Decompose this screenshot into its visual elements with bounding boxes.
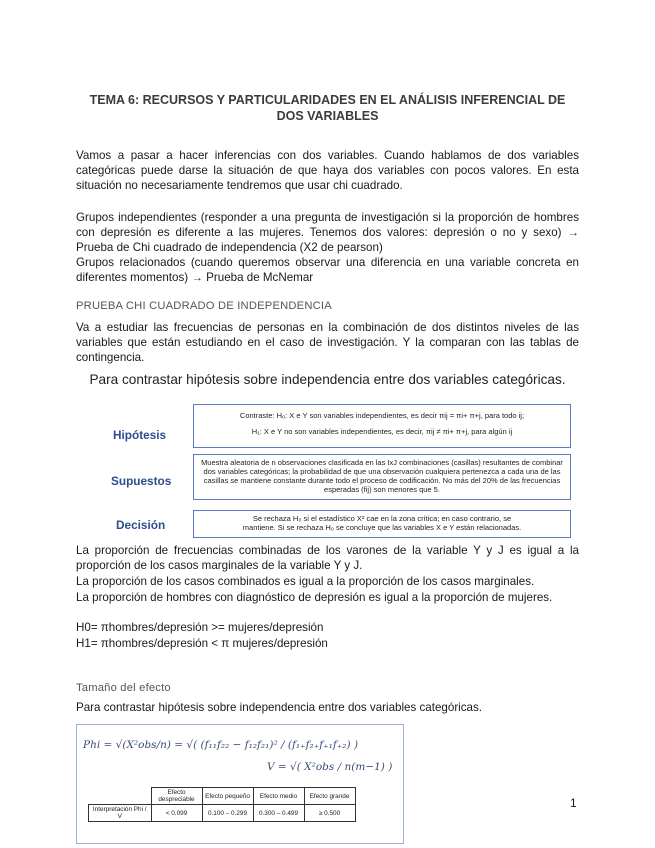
page-title: TEMA 6: RECURSOS Y PARTICULARIDADES EN EL ANÁLISIS INFERENCIAL DE DOS VARIABLES — [89, 93, 566, 123]
independent-groups-paragraph: Grupos independientes (responder a una pregunta de investigación si la proporción de hombres con depresión es diferente a las mujeres. Tenemos dos valores: depresión o no y sexo) → Prueba de Chi cuadrado de independencia (X2 de pearson) — [76, 211, 579, 254]
hypothesis-line-2: H₁: X e Y no son variables independientes, es decir, πij ≠ πi+ π+j, para algún ij — [251, 427, 513, 436]
decision-line-1: Se rechaza H₀ si el estadístico X² cae en la zona crítica; en caso contrario, se — [252, 514, 512, 523]
table-header-cell: Efecto grande — [304, 788, 355, 805]
table-cell: ≥ 0.500 — [304, 805, 355, 822]
assumptions-line-2: codificación. No más del 20% de las frecuencias esperadas (fij) son menores que 5. — [324, 476, 561, 494]
decision-line-2: mantiene. Si se rechaza H₀ se concluye que las variables X e Y están relacionadas. — [242, 523, 522, 532]
table-header-cell: Efecto medio — [253, 788, 304, 805]
hypothesis-box — [193, 404, 571, 448]
chi-section-paragraph: Va a estudiar las frecuencias de personas en la combinación de dos distintos niveles de las variables que están estudiando en el caso de investigación. Y la comparan con las tablas de contingencia. — [76, 321, 579, 364]
hypothesis-line-1: Contraste: H₀: X e Y son variables independientes, es decir πij = πi+ π+j, para todo ij; — [239, 411, 525, 420]
effect-size-table — [88, 787, 356, 822]
effect-size-heading: Tamaño del efecto — [76, 682, 171, 694]
intro-paragraph: Vamos a pasar a hacer inferencias con dos variables. Cuando hablamos de dos variables categóricas puede darse la situación de que haya dos variables con pocos valores. En esta situación no necesariamente tendremos que usar chi cuadrado. — [76, 149, 579, 192]
v-formula: V = √( X²obs / n(m−1) ) — [267, 761, 393, 773]
table-cell: < 0.099 — [151, 805, 202, 822]
proportion-paragraph-3: La proporción de hombres con diagnóstico de depresión es igual a la proporción de mujeres. — [76, 591, 553, 604]
decision-box — [193, 510, 571, 538]
phi-formula: Phi = √(X²obs/n) = √( (f₁₁f₂₂ − f₁₂f₂₁)² / (f₁₊f₂₊f₊₁f₊₂) ) — [83, 739, 359, 751]
table-row-label: Interpretación Phi / V — [89, 805, 152, 822]
proportion-paragraph-1: La proporción de frecuencias combinadas de los varones de la variable Y y J es igual a la proporción de los casos marginales de la variable Y y J. — [76, 544, 579, 572]
related-groups-paragraph: Grupos relacionados (cuando queremos observar una diferencia en una variable concreta en diferentes momentos) → Prueba de McNemar — [76, 256, 579, 284]
table-header-cell: Efecto pequeño — [202, 788, 253, 805]
hypothesis-h1: H1= πhombres/depresión < π mujeres/depresión — [76, 637, 328, 650]
assumptions-label: Supuestos — [111, 474, 172, 488]
table-cell: 0.300 – 0.499 — [253, 805, 304, 822]
page-number: 1 — [570, 796, 577, 810]
chi-section-heading: PRUEBA CHI CUADRADO DE INDEPENDENCIA — [76, 300, 332, 312]
assumptions-box — [193, 454, 571, 500]
assumptions-line-1: Muestra aleatoria de n observaciones clasificada en las IxJ combinaciones (casillas) resultantes de combinar dos variables categóricas; la probabilidad de que una observación cualquiera pertenezca a cada una de las casillas se mantiene constante durante todo el proceso de — [201, 458, 563, 485]
table-cell: 0.100 – 0.299 — [202, 805, 253, 822]
effect-formula-box — [76, 724, 404, 844]
hypothesis-label: Hipótesis — [113, 428, 167, 442]
proportion-paragraph-2: La proporción de los casos combinados es igual a la proporción de los casos marginales. — [76, 575, 535, 588]
table-header-cell — [89, 788, 152, 805]
figure-caption: Para contrastar hipótesis sobre independencia entre dos variables categóricas. — [89, 372, 566, 387]
table-header-cell: Efecto despreciable — [151, 788, 202, 805]
hypothesis-h0: H0= πhombres/depresión >= mujeres/depresión — [76, 621, 324, 634]
table-row — [89, 805, 356, 822]
decision-label: Decisión — [116, 518, 166, 532]
effect-size-paragraph: Para contrastar hipótesis sobre independencia entre dos variables categóricas. — [76, 701, 483, 714]
table-row — [89, 788, 356, 805]
